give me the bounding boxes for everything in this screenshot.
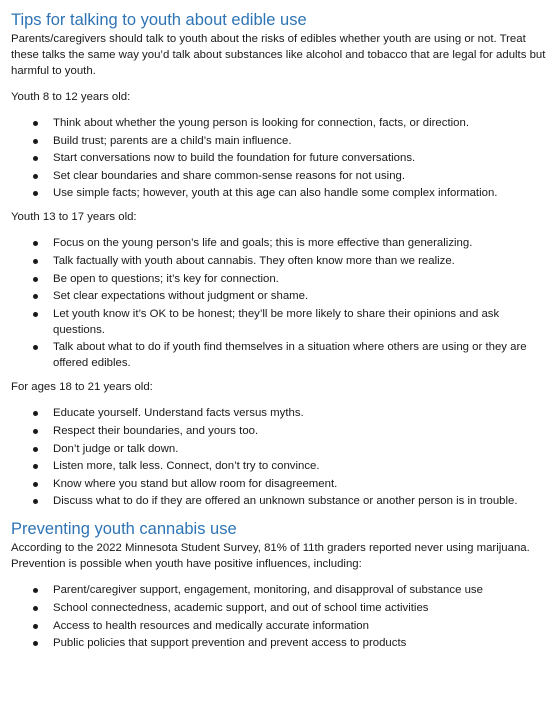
list-item: Set clear expectations without judgment or shame. xyxy=(33,288,547,304)
bullet-list-13-17 xyxy=(11,235,547,371)
list-item: Respect their boundaries, and yours too. xyxy=(33,423,547,439)
list-item: Build trust; parents are a child’s main influence. xyxy=(33,133,547,149)
list-item: Think about whether the young person is looking for connection, facts, or direction. xyxy=(33,115,547,131)
list-item: Know where you stand but allow room for disagreement. xyxy=(33,476,547,492)
section-heading-edible-tips: Tips for talking to youth about edible use xyxy=(11,11,307,29)
section-heading-prevention: Preventing youth cannabis use xyxy=(11,520,237,539)
list-item: Use simple facts; however, youth at this age can also handle some complex information. xyxy=(33,185,547,201)
bullet-list-18-21 xyxy=(11,405,547,509)
section-intro-edible-tips: Parents/caregivers should talk to youth about the risks of edibles whether youth are using or not. Treat these talks the same way you’d talk about substances like alcohol and tobacco that are legal for adults but harmful to youth. xyxy=(11,33,546,77)
list-item: Talk factually with youth about cannabis. They often know more than we realize. xyxy=(33,253,547,269)
bullet-list-8-12 xyxy=(11,115,547,201)
bullet-list-prevention xyxy=(11,582,547,651)
list-item: Access to health resources and medically accurate information xyxy=(33,618,547,634)
list-item: Parent/caregiver support, engagement, monitoring, and disapproval of substance use xyxy=(33,582,547,598)
list-item: Listen more, talk less. Connect, don’t try to convince. xyxy=(33,458,547,474)
list-item: Be open to questions; it’s key for connection. xyxy=(33,271,547,287)
group-heading-13-17: Youth 13 to 17 years old: xyxy=(11,211,137,224)
list-item: School connectedness, academic support, and out of school time activities xyxy=(33,600,547,616)
list-item: Let youth know it’s OK to be honest; they’ll be more likely to share their opinions and ask questions. xyxy=(33,306,547,338)
list-item: Focus on the young person’s life and goals; this is more effective than generalizing. xyxy=(33,235,547,251)
list-item: Set clear boundaries and share common-sense reasons for not using. xyxy=(33,168,547,184)
list-item: Don’t judge or talk down. xyxy=(33,441,547,457)
group-heading-18-21: For ages 18 to 21 years old: xyxy=(11,381,153,394)
list-item: Discuss what to do if they are offered an unknown substance or another person is in trouble. xyxy=(33,493,547,509)
list-item: Talk about what to do if youth find themselves in a situation where others are using or they are offered edibles. xyxy=(33,339,547,371)
list-item: Public policies that support prevention and prevent access to products xyxy=(33,635,547,651)
list-item: Start conversations now to build the foundation for future conversations. xyxy=(33,150,547,166)
section-intro-prevention: According to the 2022 Minnesota Student Survey, 81% of 11th graders reported never using marijuana. Prevention is possible when youth have positive influences, including: xyxy=(11,542,530,571)
group-heading-8-12: Youth 8 to 12 years old: xyxy=(11,91,131,103)
list-item: Educate yourself. Understand facts versus myths. xyxy=(33,405,547,421)
